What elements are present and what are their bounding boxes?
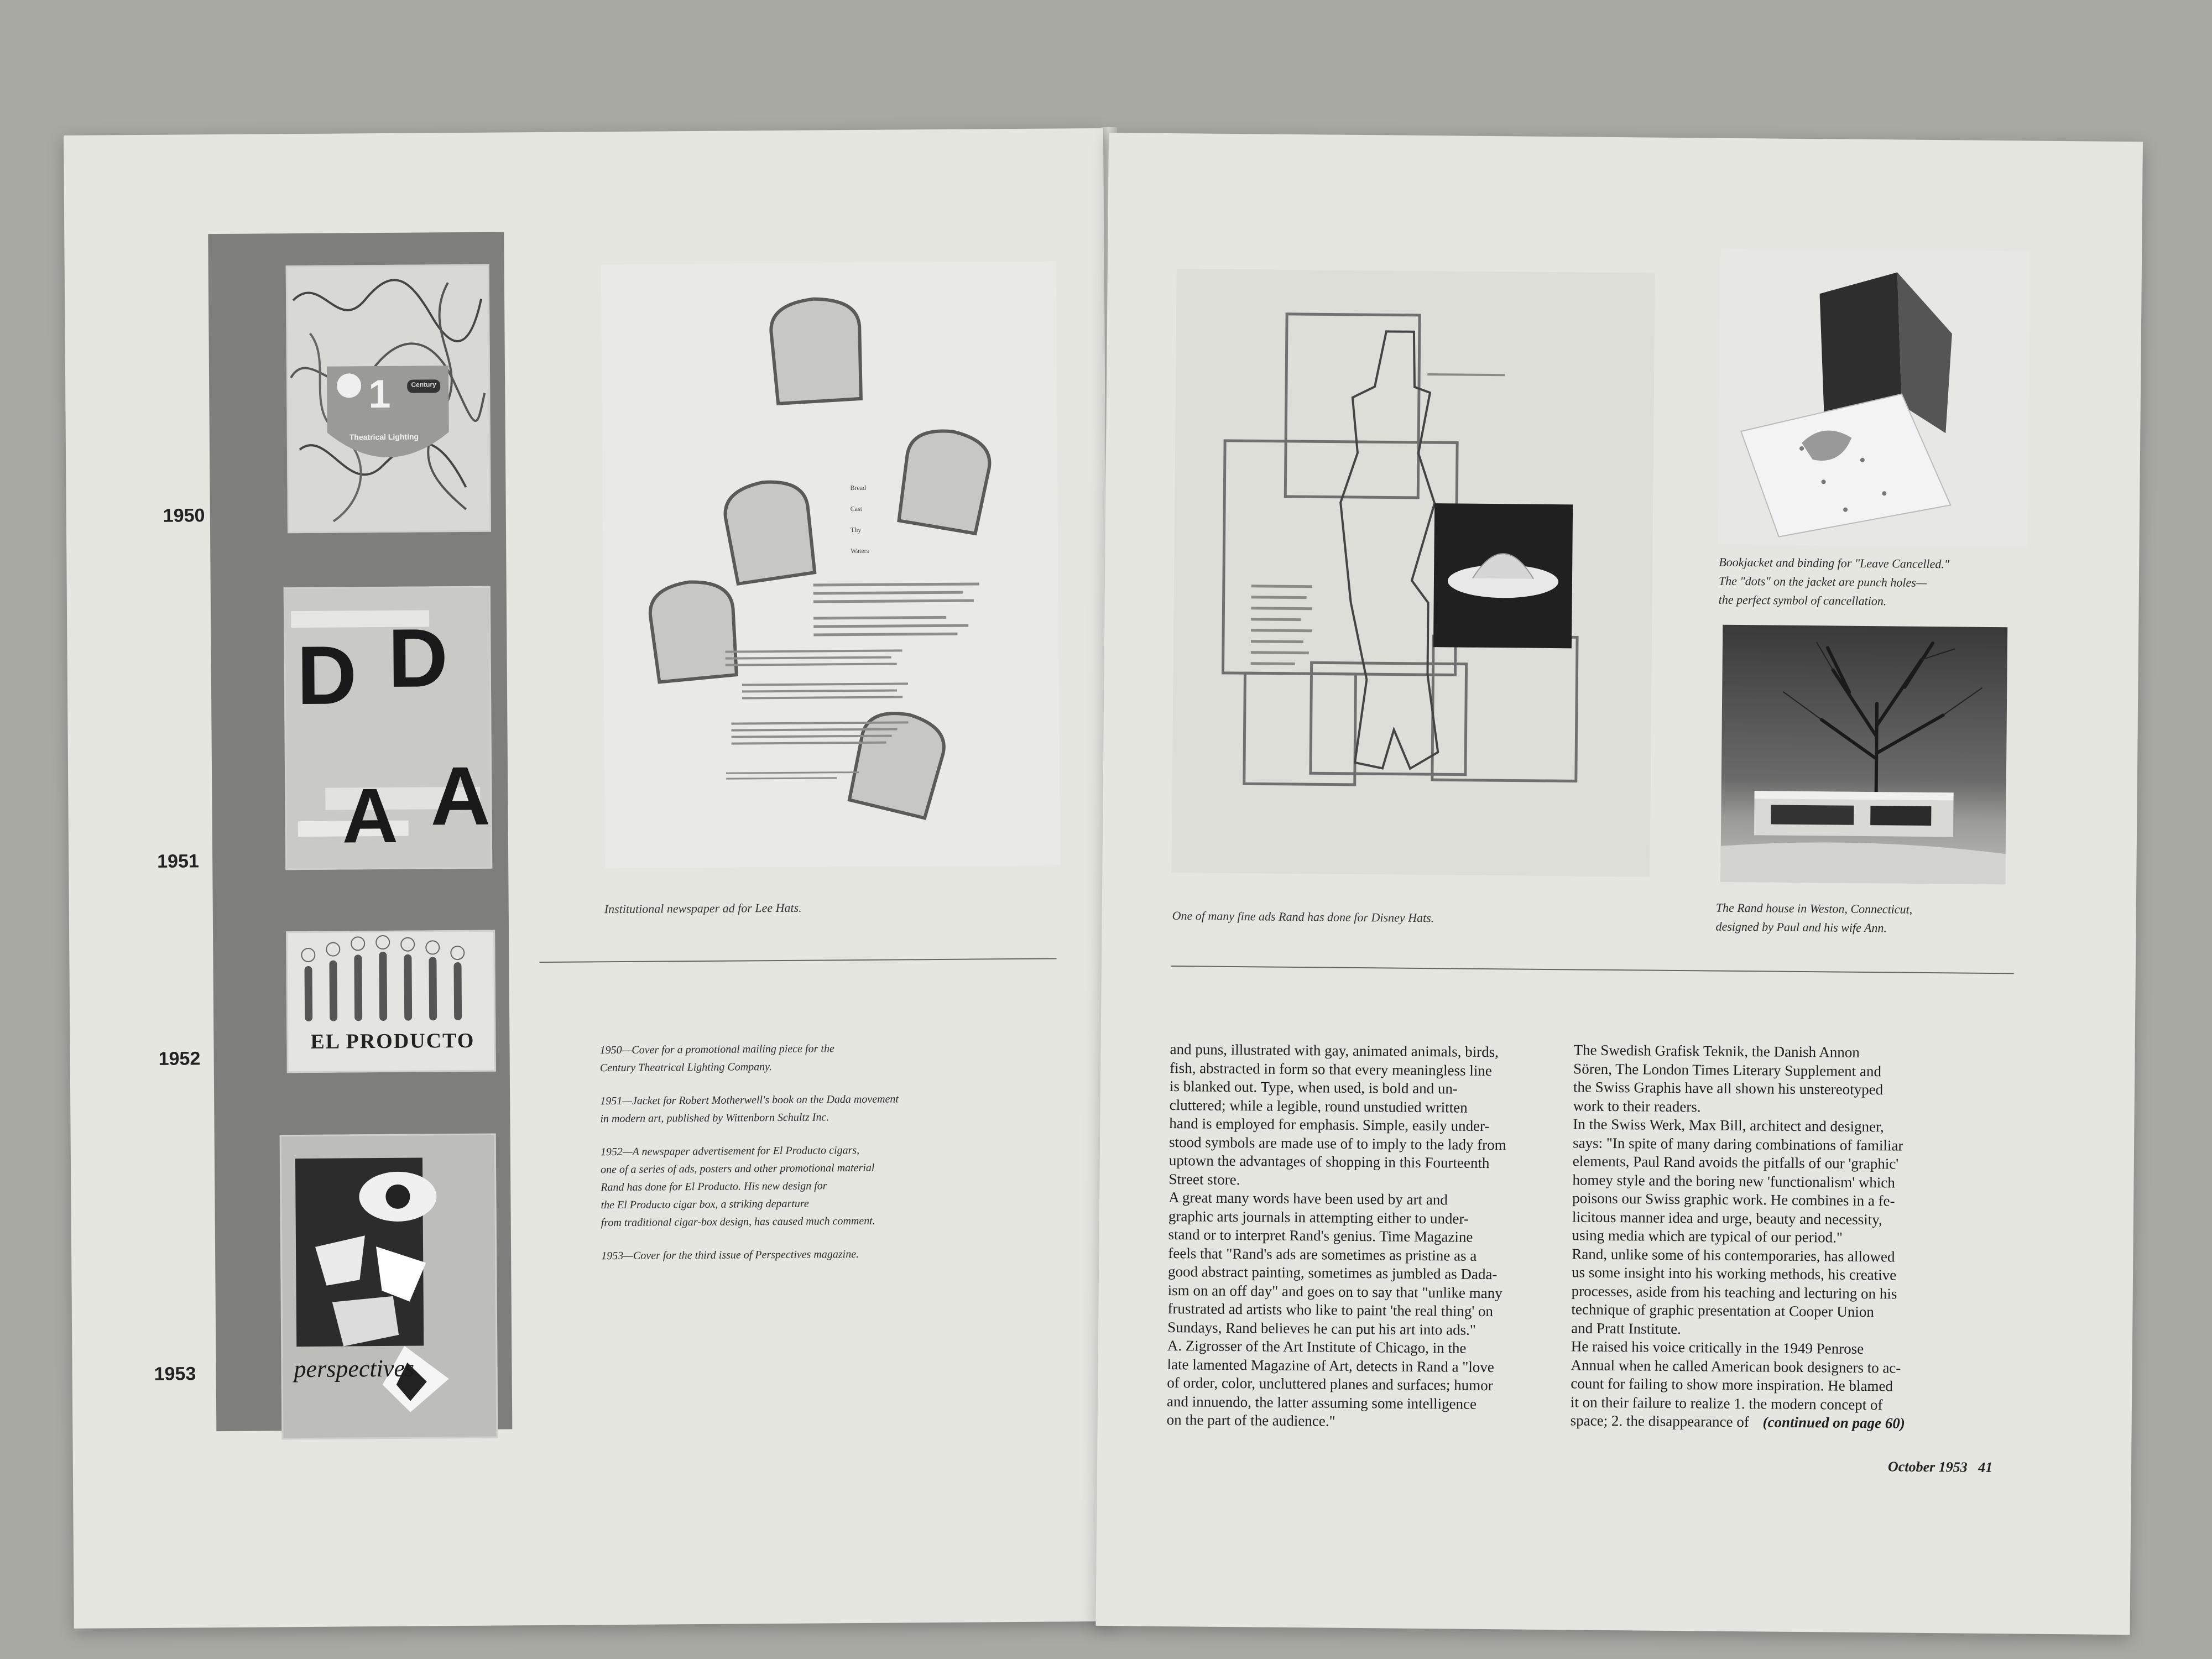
page-folio: October 1953 41 (1887, 1458, 1993, 1476)
disney-hats-caption: One of many fine ads Rand has done for Disney Hats. (1172, 909, 1434, 925)
caption-1952: 1952—A newspaper advertisement for El Producto cigars, one of a series of ads, posters and other promotional material Rand has done for El Producto. His new design for the El Producto cigar box, a striking departure from traditional cigar-box design, has caused much comment. (600, 1144, 875, 1229)
year-label-1950: 1950 (163, 505, 205, 526)
bread-word-4: Waters (851, 546, 869, 555)
thumbnail-1952-el-producto-ad (286, 930, 496, 1073)
year-label-1951: 1951 (157, 851, 199, 872)
dada-letter-d2: D (388, 611, 448, 705)
bread-word-2: Cast (850, 504, 863, 513)
perspectives-title: perspectives (294, 1354, 415, 1383)
thumbnail-1951-dada-jacket (284, 586, 493, 870)
right-page-divider (1171, 966, 2014, 974)
dada-letter-a2: A (430, 749, 491, 843)
century-badge: Century (411, 380, 436, 389)
bookjacket-caption: Bookjacket and binding for "Leave Cancelled." The "dots" on the jacket are punch holes— the perfect symbol of cancellation. (1718, 555, 1950, 608)
thumbnail-1953-perspectives-cover (280, 1134, 498, 1440)
bread-word-3: Thy (850, 525, 862, 534)
leave-cancelled-bookjacket-photo (1718, 249, 2031, 547)
caption-1950: 1950—Cover for a promotional mailing piece for the Century Theatrical Lighting Company. (599, 1042, 834, 1074)
left-page (64, 128, 1114, 1629)
el-producto-wordmark: EL PRODUCTO (310, 1029, 475, 1053)
left-page-divider (539, 958, 1056, 963)
continued-note: (continued on page 60) (1762, 1413, 1905, 1432)
year-label-1952: 1952 (158, 1048, 201, 1070)
last-line: space; 2. the disappearance of (1570, 1412, 1749, 1431)
caption-1953: 1953—Cover for the third issue of Perspectives magazine. (601, 1248, 859, 1262)
cover-subtitle: Theatrical Lighting (349, 432, 419, 442)
dada-letter-d1: D (296, 628, 357, 722)
caption-1951: 1951—Jacket for Robert Motherwell's book on the Dada movement in modern art, published by Wittenborn Schultz Inc. (600, 1093, 899, 1125)
disney-hats-ad (1171, 269, 1655, 877)
bread-word-1: Bread (850, 483, 867, 492)
body-column-left: and puns, illustrated with gay, animated animals, birds, fish, abstracted in form so that every meaningless line is blanked out. Type, when used, is bold and un- cluttered; while a legible, round unstudied written hand is employed for emphasis. Simple, easily under- stood symbols are made use of to imply to the lady from uptown the advantages of shopping in this Fourteenth Street store. A great many words have been used by art and graphic arts journals in attempting either to under- stand or to interpret Rand's genius. Time Magazine feels that "Rand's ads are sometimes as pristine as a good abstract painting, sometimes as jumbled as Dada- ism on an off day" and goes on to say that "unlike many frustrated ad artists who like to paint 'the real thing' on Sundays, Rand believes he can put his art into ads." A. Zigrosser of the Art Institute of Chicago, in the late lamented Magazine of Art, detects in Rand a "love of order, color, uncluttered planes and surfaces; humor and innuendo, the latter assuming some intelligence on the part of the audience." (1166, 1041, 1506, 1430)
lee-hats-bread-ad (601, 261, 1061, 868)
bread-ad-caption: Institutional newspaper ad for Lee Hats. (604, 900, 802, 916)
year-label-1953: 1953 (154, 1363, 196, 1385)
right-page (1095, 133, 2142, 1635)
thumbnail-1950-century-cover (286, 264, 491, 534)
rand-house-photo (1720, 625, 2007, 884)
dada-letter-a1: A (342, 771, 399, 859)
house-caption: The Rand house in Weston, Connecticut, designed by Paul and his wife Ann. (1715, 900, 1913, 935)
body-column-right: The Swedish Grafisk Teknik, the Danish Annon Sören, The London Times Literary Supplement and the Swiss Graphis have all shown his unstereotyped work to their readers. In the Swiss Werk, Max Bill, architect and designer, says: "In spite of many daring combinations of familiar elements, Paul Rand avoids the pitfalls of our 'graphic' homey style and the boring new 'functionalism' which poisons our Swiss graphic work. He combines in a fe- licitous manner idea and urge, beauty and necessity, using media which are typical of our period." Rand, unlike some of his contemporaries, has allowed us some insight into his working methods, his creative processes, aside from his teaching and lecturing on his technique of graphic presentation at Cooper Union and Pratt Institute. He raised his voice critically in the 1949 Penrose Annual when he called American book designers to ac- count for failing to show more inspiration. He blamed it on their failure to realize 1. the modern concept of space; 2. the disappearance of (continued on page 60) (1570, 1041, 1905, 1432)
year-captions (599, 1039, 999, 1280)
cover-numeral: 1 (368, 372, 391, 417)
